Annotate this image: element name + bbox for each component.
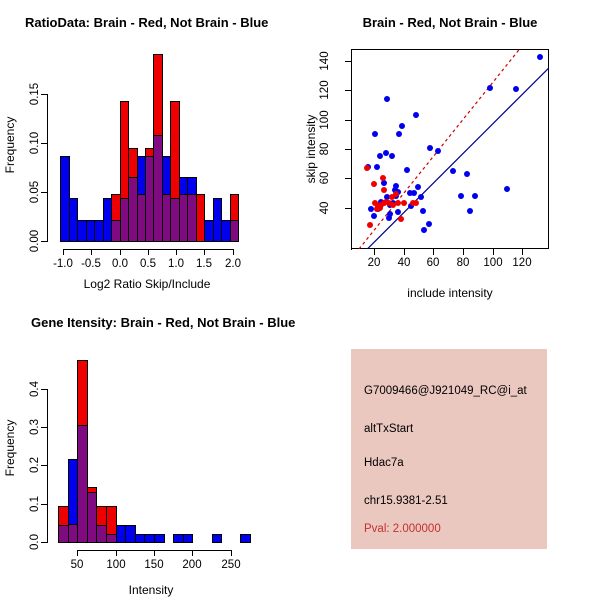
scatter-point-blue xyxy=(387,211,393,217)
scatter-point-blue xyxy=(372,131,378,137)
y-tick-label: 0.0 xyxy=(29,534,41,550)
scatter-point-blue xyxy=(374,164,380,170)
scatter-point-blue xyxy=(467,208,473,214)
scatter-point-blue xyxy=(537,54,543,60)
x-tick xyxy=(63,249,64,255)
x-axis-line xyxy=(351,249,352,250)
scatter-point-blue xyxy=(389,153,395,159)
histogram-bar-segment xyxy=(154,534,165,543)
gene-name-text: Hdac7a xyxy=(364,457,404,469)
scatter-point-blue xyxy=(420,208,426,214)
panel-ratio-histogram xyxy=(0,0,300,300)
scatter-point-blue xyxy=(487,85,493,91)
x-tick xyxy=(204,249,205,255)
panel-intensity-scatter xyxy=(300,0,600,300)
x-tick xyxy=(433,249,434,255)
x-tick-label: 50 xyxy=(70,559,84,571)
x-tick xyxy=(176,249,177,255)
x-tick-label: 1.0 xyxy=(168,258,184,270)
x-tick-label: 1.5 xyxy=(196,258,212,270)
scatter-point-blue xyxy=(435,148,441,154)
x-tick-label: 150 xyxy=(144,559,164,571)
not-brain-fit-line xyxy=(367,68,549,249)
y-tick xyxy=(41,192,47,193)
chart-title: Brain - Red, Not Brain - Blue xyxy=(362,15,538,30)
x-tick xyxy=(148,249,149,255)
scatter-point-red xyxy=(398,216,404,222)
chart-title: RatioData: Brain - Red, Not Brain - Blue xyxy=(25,15,269,30)
x-tick-label: 0.5 xyxy=(140,258,156,270)
x-axis-label: Log2 Ratio Skip/Include xyxy=(83,277,211,291)
histogram-bar-segment xyxy=(240,534,251,543)
scatter-point-blue xyxy=(458,193,464,199)
x-tick-label: 120 xyxy=(512,257,532,269)
scatter-point-blue xyxy=(504,186,510,192)
x-tick-label: 100 xyxy=(106,559,126,571)
y-tick-label: 0.00 xyxy=(29,229,41,253)
scatter-point-red xyxy=(380,175,386,181)
y-tick xyxy=(41,94,47,95)
y-tick-label: 0.15 xyxy=(29,82,41,106)
x-tick xyxy=(404,249,405,255)
y-axis-line xyxy=(47,94,48,242)
panel-gene-intensity-histogram xyxy=(0,300,300,600)
scatter-point-blue xyxy=(427,145,433,151)
x-tick xyxy=(493,249,494,255)
x-tick-label: 20 xyxy=(367,257,381,269)
y-axis-line xyxy=(47,389,48,543)
y-tick-label: 100 xyxy=(319,110,331,130)
scatter-point-blue xyxy=(399,123,405,129)
x-tick xyxy=(463,249,464,255)
scatter-point-blue xyxy=(426,221,432,227)
x-tick xyxy=(91,249,92,255)
y-tick-label: 40 xyxy=(319,201,331,215)
y-axis-label: Frequency xyxy=(3,116,17,174)
scatter-point-blue xyxy=(404,167,410,173)
scatter-point-blue xyxy=(396,131,402,137)
y-tick-label: 80 xyxy=(319,142,331,156)
scatter-point-blue xyxy=(371,213,377,219)
x-tick-label: 2.0 xyxy=(225,258,241,270)
y-tick xyxy=(41,241,47,242)
scatter-point-red xyxy=(367,222,373,228)
x-tick xyxy=(77,550,78,556)
scatter-point-red xyxy=(371,181,377,187)
scatter-point-blue xyxy=(415,184,421,190)
y-tick xyxy=(41,465,47,466)
event-type-text: altTxStart xyxy=(364,423,414,435)
x-tick xyxy=(120,249,121,255)
x-tick xyxy=(116,550,117,556)
fit-lines-layer xyxy=(351,49,549,249)
x-tick xyxy=(192,550,193,556)
y-tick xyxy=(41,389,47,390)
x-axis-label: Intensity xyxy=(128,583,174,597)
histogram-bar-segment xyxy=(230,220,239,242)
scatter-point-blue xyxy=(421,227,427,233)
y-tick-label: 0.05 xyxy=(29,180,41,204)
scatter-point-blue xyxy=(472,193,478,199)
histogram-bar-segment xyxy=(87,487,97,493)
scatter-point-blue xyxy=(395,209,401,215)
histogram-bar-segment xyxy=(153,54,163,136)
scatter-point-blue xyxy=(407,190,413,196)
scatter-point-blue xyxy=(393,183,399,189)
x-axis-label: include intensity xyxy=(407,286,493,300)
y-tick-label: 0.4 xyxy=(29,381,41,397)
scatter-point-red xyxy=(364,165,370,171)
scatter-point-red xyxy=(381,187,387,193)
y-tick-label: 0.3 xyxy=(29,419,41,435)
y-tick-label: 140 xyxy=(319,51,331,71)
histogram-bar-segment xyxy=(230,194,239,221)
scatter-point-red xyxy=(393,191,399,197)
y-tick-label: 120 xyxy=(319,80,331,100)
scatter-point-red xyxy=(401,200,407,206)
x-tick-label: 250 xyxy=(221,559,241,571)
x-tick-label: -1.0 xyxy=(53,258,73,270)
x-tick-label: 60 xyxy=(426,257,440,269)
probe-id-text: G7009466@J921049_RC@i_at xyxy=(364,385,527,397)
scatter-point-blue xyxy=(383,150,389,156)
histogram-bar-segment xyxy=(77,360,88,426)
y-tick xyxy=(41,143,47,144)
scatter-point-red xyxy=(413,200,419,206)
x-tick-label: 40 xyxy=(397,257,411,269)
y-tick-label: 0.2 xyxy=(29,457,41,473)
scatter-point-blue xyxy=(418,194,424,200)
x-tick xyxy=(374,249,375,255)
x-tick-label: 100 xyxy=(483,257,503,269)
scatter-point-blue xyxy=(377,153,383,159)
x-tick-label: 80 xyxy=(456,257,470,269)
x-tick-label: -0.5 xyxy=(81,258,101,270)
scatter-point-blue xyxy=(413,112,419,118)
y-tick-label: 0.10 xyxy=(29,131,41,155)
x-tick xyxy=(233,249,234,255)
y-axis-label: skip intensity xyxy=(304,114,318,184)
panel-gene-info xyxy=(300,300,600,600)
x-tick-label: 200 xyxy=(182,559,202,571)
x-tick-label: 0.0 xyxy=(112,258,128,270)
histogram-bar-segment xyxy=(187,177,197,195)
y-axis-label: Frequency xyxy=(3,419,17,477)
y-tick-label: 0.1 xyxy=(29,496,41,512)
chart-title: Gene Itensity: Brain - Red, Not Brain - Blue xyxy=(31,315,296,330)
y-tick xyxy=(41,504,47,505)
x-tick xyxy=(522,249,523,255)
y-tick xyxy=(41,427,47,428)
histogram-bar-segment xyxy=(212,534,222,543)
scatter-point-blue xyxy=(384,96,390,102)
scatter-point-blue xyxy=(513,86,519,92)
histogram-bar-segment xyxy=(183,534,193,543)
scatter-point-blue xyxy=(464,171,470,177)
x-tick xyxy=(231,550,232,556)
y-tick-label: 60 xyxy=(319,171,331,185)
genomic-location-text: chr15.9381-2.51 xyxy=(364,495,448,507)
scatter-point-blue xyxy=(450,168,456,174)
pval-text: Pval: 2.000000 xyxy=(364,523,441,535)
y-tick xyxy=(41,542,47,543)
gene-info-card xyxy=(351,349,547,549)
x-tick xyxy=(154,550,155,556)
